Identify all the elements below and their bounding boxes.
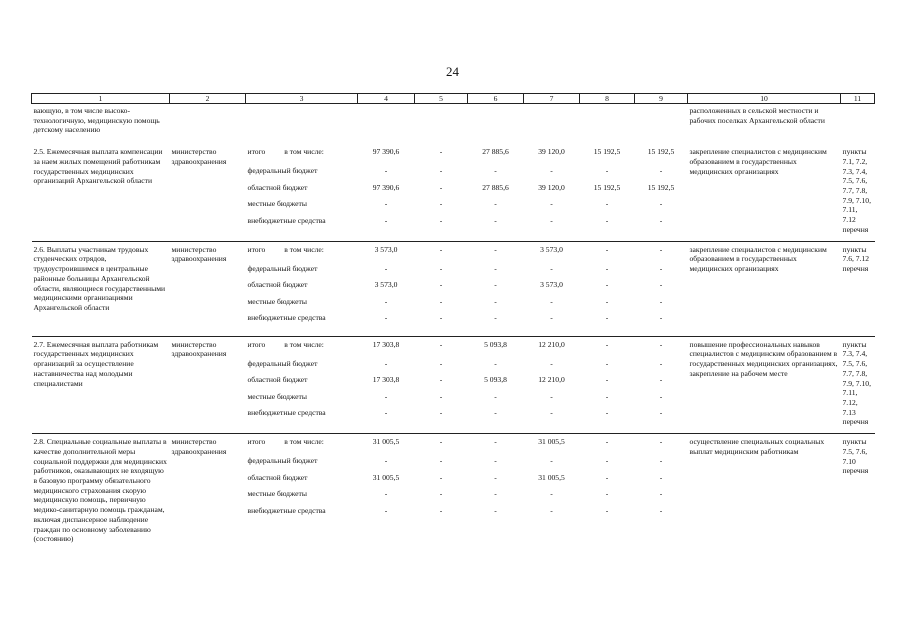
executor: министерство здравоохранения [171,147,227,166]
column-header: 4 [358,94,415,104]
cell-value: 39 120,0 [538,182,565,192]
table-row [32,147,875,234]
cell-value: 3 573,0 [374,244,398,254]
cell-value: - [605,280,609,290]
cell-value: - [605,263,609,273]
budget-sources [246,241,358,330]
cell-value: - [494,489,497,499]
executor: министерство здравоохранения [170,434,246,544]
table-header-row [32,94,875,104]
cell-value: - [384,296,388,306]
budget-sources [246,434,358,544]
cell-value: - [659,215,663,225]
measure-description: 2.8. Специальные социальные выплаты в качестве дополнительной меры социальной поддержки для медицинских работников, оказывающих не входящую в базовую программу обязательного медицинского страхования скорую медицинскую помощь, первичную медико-санитарную помощь гражданам, включая диспансерное наблюдение граждан по основному заболеванию (состоянию) [32,434,170,544]
values-col4 [358,434,415,544]
budget-source: федеральный бюджет [247,358,318,368]
budget-source: областной бюджет [247,472,308,482]
budget-source: внебюджетные средства [247,505,326,515]
cell-value: - [659,339,663,349]
values-col8 [580,241,635,330]
cell-value: - [384,391,388,401]
measure-description: 2.6. Выплаты участникам трудовых студенческих отрядов, трудоустроившимся в центральные районные больницы Архангельской области, являющиеся государственными медицинскими организациями Архангельской области [32,241,170,330]
continuation-description: вающую, в том числе высоко-технологичную, медицинскую помощь детскому населению [33,106,160,135]
cell-value: - [550,296,553,306]
cell-value: 31 005,5 [538,472,565,482]
cell-value: - [439,391,443,401]
budget-source: федеральный бюджет [247,263,318,273]
budget-source: внебюджетные средства [247,215,326,225]
cell-value: - [494,391,497,401]
cell-value: - [439,147,443,157]
column-header: 5 [415,94,468,104]
cell-value: - [605,358,609,368]
cell-value: - [439,375,443,385]
cell-value: 17 303,8 [372,375,400,385]
budget-source: внебюджетные средства [247,408,326,418]
column-header: 10 [688,94,841,104]
cell-value: - [605,408,609,418]
cell-value: - [439,313,443,323]
cell-value: - [659,263,663,273]
cell-value: - [550,313,553,323]
cell-value: - [384,313,388,323]
expected-result: осуществление специальных социальных выплат медицинским работникам [688,434,841,544]
indicator-reference: пункты 7.3, 7.4, 7.5, 7.6, 7.7, 7.8, 7.9, 7.10, 7.11, 7.12, 7.13 перечня [841,336,875,427]
cell-value: 5 093,8 [484,339,507,349]
values-col6 [468,241,524,330]
cell-value: - [439,358,443,368]
cell-value: 12 210,0 [538,375,565,385]
cell-value: - [659,296,663,306]
cell-value: - [605,437,609,447]
cell-value: - [494,408,497,418]
cell-value: - [659,313,663,323]
values-col6 [468,336,524,427]
cell-value: - [550,391,553,401]
cell-value: 97 390,6 [372,182,400,192]
cell-value: - [659,358,663,368]
program-table [31,93,875,544]
cell-value: - [439,199,443,209]
cell-value: - [494,313,497,323]
executor: министерство здравоохранения [170,336,246,427]
column-header: 6 [468,94,524,104]
expected-result: закрепление специалистов с медицинским образованием в государственных медицинских организациях [688,241,841,330]
cell-value: - [439,472,443,482]
cell-value: - [439,408,443,418]
values-col4 [358,241,415,330]
cell-value: - [659,166,663,176]
cell-value: - [384,166,388,176]
cell-value: - [659,408,663,418]
cell-value: - [494,505,497,515]
cell-value: - [605,215,609,225]
column-header: 3 [246,94,358,104]
cell-value: - [659,437,663,447]
cell-value: - [494,199,497,209]
cell-value: - [550,489,553,499]
expected-result: повышение профессиональных навыков специалистов с медицинским образованием в государственных медицинских организациях, закрепление на рабочем месте [688,336,841,427]
values-col5 [415,336,468,427]
cell-value: - [494,358,497,368]
values-col7 [524,241,580,330]
cell-value: 17 303,8 [372,339,400,349]
measure-description: 2.7. Ежемесячная выплата работникам государственных медицинских организаций за осуществление наставничества над молодыми специалистами [32,336,170,427]
cell-value: - [605,505,609,515]
column-header: 9 [635,94,688,104]
cell-value: - [605,244,609,254]
cell-value: - [384,408,388,418]
cell-value: - [605,456,609,466]
values-col5 [415,241,468,330]
cell-value: - [384,358,388,368]
expected-result: закрепление специалистов с медицинским образованием в государственных медицинских организациях [689,147,827,176]
values-col5 [415,147,468,234]
budget-source: итого в том числе: [247,437,324,447]
budget-source: федеральный бюджет [247,166,318,176]
cell-value: - [550,215,553,225]
budget-source: итого в том числе: [247,147,324,157]
cell-value: 5 093,8 [484,375,507,385]
cell-value: - [439,182,443,192]
cell-value: - [605,296,609,306]
cell-value: 39 120,0 [538,147,565,157]
values-col9 [635,434,688,544]
cell-value: - [439,296,443,306]
budget-source: областной бюджет [247,182,308,192]
cell-value: - [384,263,388,273]
indicator-reference: пункты 7.5, 7.6, 7.10 перечня [841,434,875,544]
budget-source: областной бюджет [247,375,308,385]
cell-value: - [439,437,443,447]
cell-value: 31 005,5 [372,472,400,482]
cell-value: - [659,375,663,385]
values-col8 [580,336,635,427]
cell-value: - [494,472,497,482]
budget-source: итого в том числе: [247,339,324,349]
cell-value: 27 885,6 [482,182,509,192]
table-row [32,434,875,544]
cell-value: - [384,215,388,225]
cell-value: - [494,244,497,254]
executor: министерство здравоохранения [170,241,246,330]
measure-description: 2.5. Ежемесячная выплата компенсации за наем жилых помещений работникам государственных медицинских организаций Архангельской области [33,147,163,186]
cell-value: 27 885,6 [482,147,509,157]
cell-value: - [494,215,497,225]
values-col4 [358,336,415,427]
cell-value: - [550,408,553,418]
column-header: 7 [524,94,580,104]
cell-value: - [439,456,443,466]
cell-value: - [550,358,553,368]
cell-value: 12 210,0 [538,339,565,349]
values-col5 [415,434,468,544]
cell-value: - [439,215,443,225]
values-col6 [468,147,524,234]
values-col7 [524,336,580,427]
cell-value: - [439,505,443,515]
values-col8 [580,147,635,234]
table-row [32,241,875,330]
cell-value: - [550,166,553,176]
cell-value: - [494,280,497,290]
cell-value: - [659,280,663,290]
budget-source: областной бюджет [247,280,308,290]
values-col9 [635,241,688,330]
cell-value: - [659,244,663,254]
page-number: 24 [446,64,459,79]
budget-source: местные бюджеты [247,296,307,306]
cell-value: - [605,339,609,349]
cell-value: - [550,199,553,209]
cell-value: - [439,244,443,254]
values-col7 [524,434,580,544]
cell-value: 15 192,5 [593,182,621,192]
cell-value: - [605,199,609,209]
cell-value: - [439,280,443,290]
indicator-reference: пункты 7.6, 7.12 перечня [841,241,875,330]
cell-value: - [550,456,553,466]
cell-value: 3 573,0 [540,244,563,254]
cell-value: - [439,166,443,176]
cell-value: - [550,263,553,273]
cell-value: - [659,489,663,499]
column-header: 2 [170,94,246,104]
cell-value: - [659,199,663,209]
budget-source: федеральный бюджет [247,456,318,466]
cell-value: 3 573,0 [540,280,563,290]
cell-value: - [384,456,388,466]
cell-value: - [439,339,443,349]
cell-value: - [384,199,388,209]
budget-source: местные бюджеты [247,391,307,401]
cell-value: 15 192,5 [593,147,621,157]
cell-value: - [605,313,609,323]
cell-value: - [659,505,663,515]
cell-value: - [439,489,443,499]
cell-value: 97 390,6 [372,147,400,157]
budget-source: итого в том числе: [247,244,324,254]
cell-value: - [384,505,388,515]
budget-sources [246,147,358,234]
table-row [32,336,875,427]
continuation-row [32,104,875,136]
budget-source: местные бюджеты [247,199,307,209]
cell-value: 15 192,5 [647,147,675,157]
cell-value: - [494,166,497,176]
cell-value: - [605,489,609,499]
values-col9 [635,147,688,234]
cell-value: - [605,375,609,385]
cell-value: - [659,391,663,401]
indicator-reference: пункты 7.1, 7.2, 7.3, 7.4, 7.5, 7.6, 7.7, 7.8, 7.9, 7.10, 7.11, 7.12 перечня [842,147,871,234]
cell-value: - [494,456,497,466]
continuation-result: расположенных в сельской местности и рабочих поселках Архангельской области [689,106,825,125]
cell-value: 31 005,5 [538,437,565,447]
values-col9 [635,336,688,427]
budget-source: местные бюджеты [247,489,307,499]
cell-value: - [384,489,388,499]
cell-value: - [550,505,553,515]
column-header: 8 [580,94,635,104]
cell-value: - [494,437,497,447]
cell-value: 31 005,5 [372,437,400,447]
values-col7 [524,147,580,234]
cell-value: - [494,263,497,273]
cell-value: - [659,472,663,482]
budget-source: внебюджетные средства [247,313,326,323]
cell-value: - [494,296,497,306]
column-header: 11 [841,94,875,104]
values-col6 [468,434,524,544]
budget-sources [246,336,358,427]
column-header: 1 [32,94,170,104]
cell-value: 3 573,0 [374,280,398,290]
cell-value: - [605,391,609,401]
cell-value: - [659,456,663,466]
values-col8 [580,434,635,544]
cell-value: - [605,166,609,176]
cell-value: - [439,263,443,273]
cell-value: 15 192,5 [647,182,675,192]
values-col4 [358,147,415,234]
cell-value: - [605,472,609,482]
